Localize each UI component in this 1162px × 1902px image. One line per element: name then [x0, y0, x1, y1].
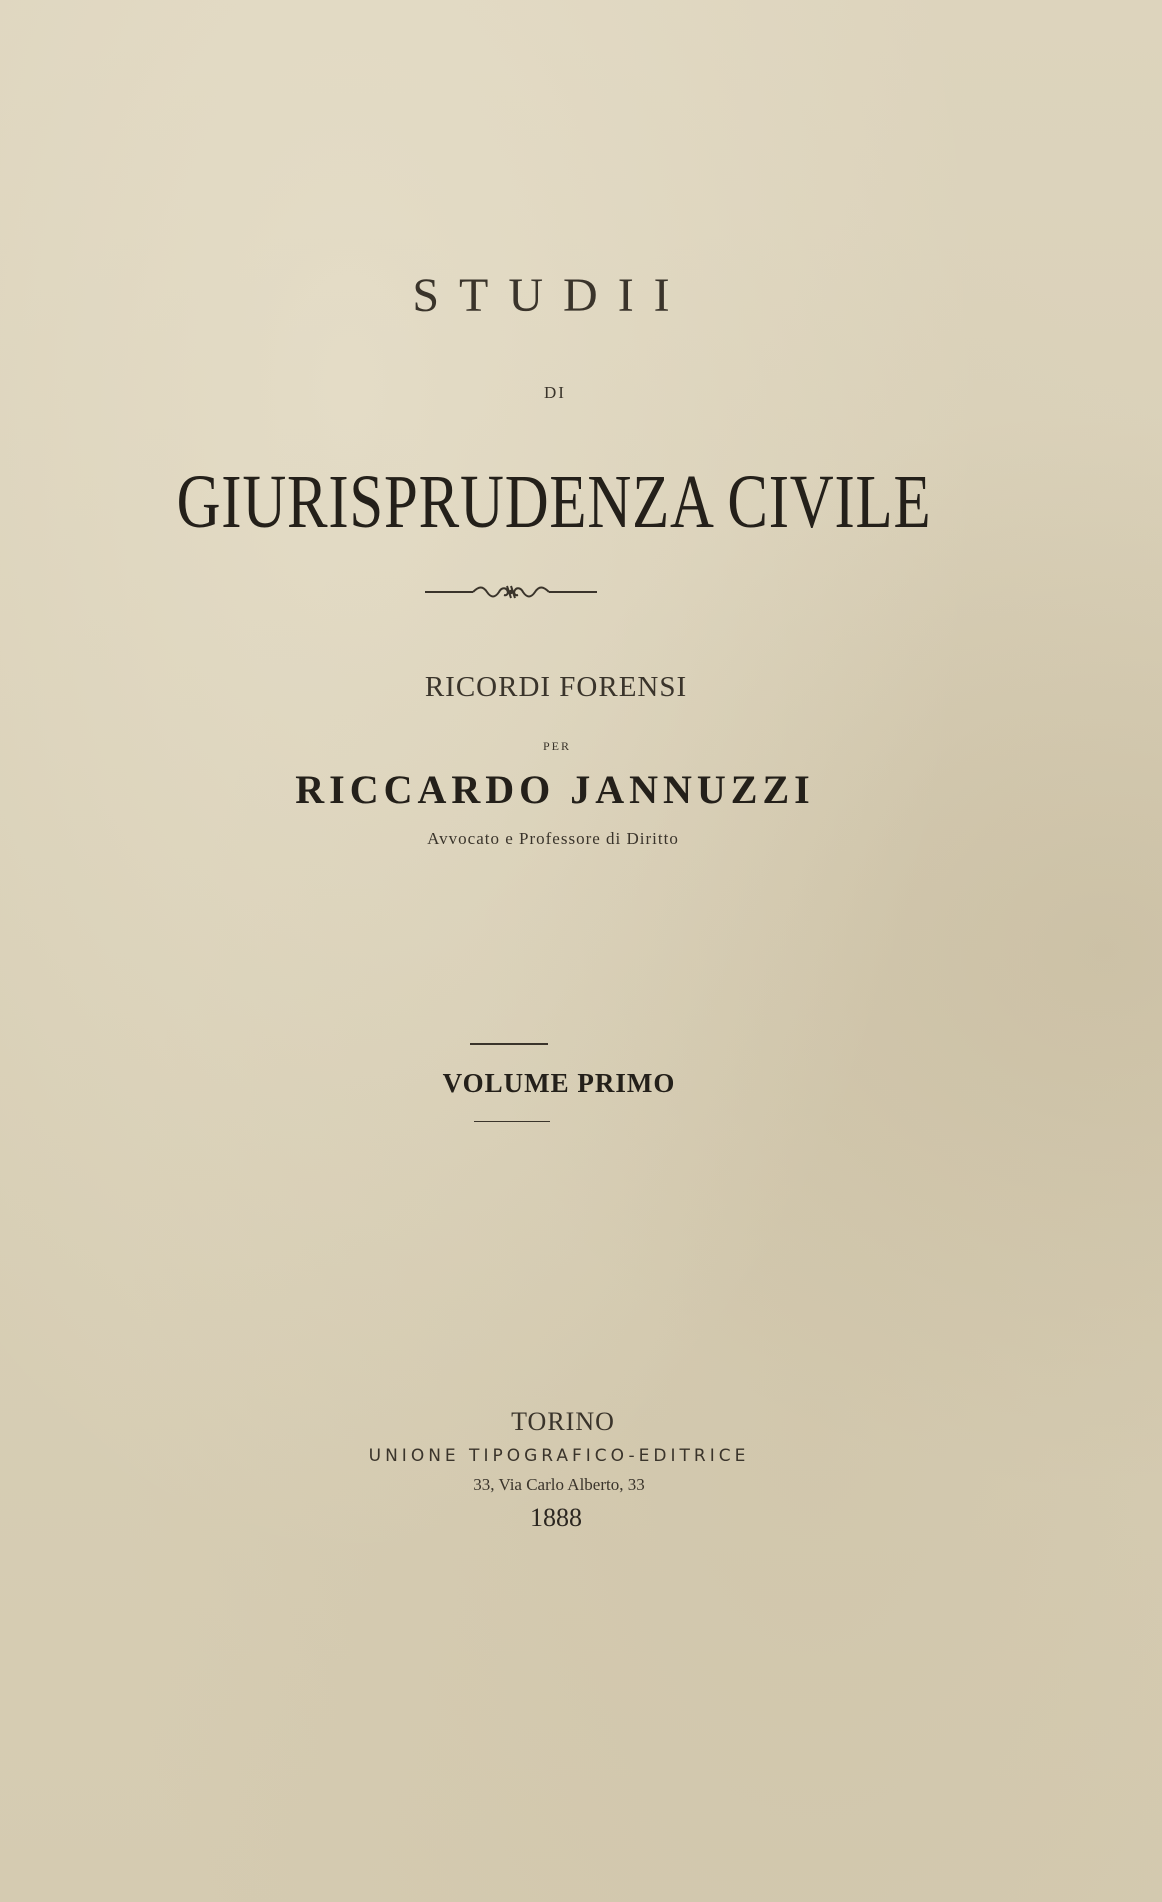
- author-name: RICCARDO JANNUZZI: [295, 767, 815, 812]
- volume-label: VOLUME PRIMO: [442, 1068, 676, 1098]
- title-connector: DI: [544, 383, 566, 402]
- title-top: STUDII: [412, 269, 690, 322]
- volume-rule-top: [470, 1043, 548, 1045]
- author-description: Avvocato e Professore di Diritto: [427, 829, 679, 848]
- imprint-publisher: UNIONE TIPOGRAFICO-EDITRICE: [368, 1446, 750, 1466]
- ornament-flourish-icon: [423, 574, 599, 610]
- imprint-address: 33, Via Carlo Alberto, 33: [473, 1475, 645, 1494]
- imprint-year: 1888: [530, 1503, 582, 1532]
- subtitle: RICORDI FORENSI: [424, 671, 688, 703]
- imprint-city: TORINO: [511, 1407, 615, 1436]
- volume-rule-bottom: [474, 1121, 550, 1122]
- main-title: GIURISPRUDENZA CIVILE: [176, 460, 932, 544]
- author-preposition: PER: [542, 739, 571, 753]
